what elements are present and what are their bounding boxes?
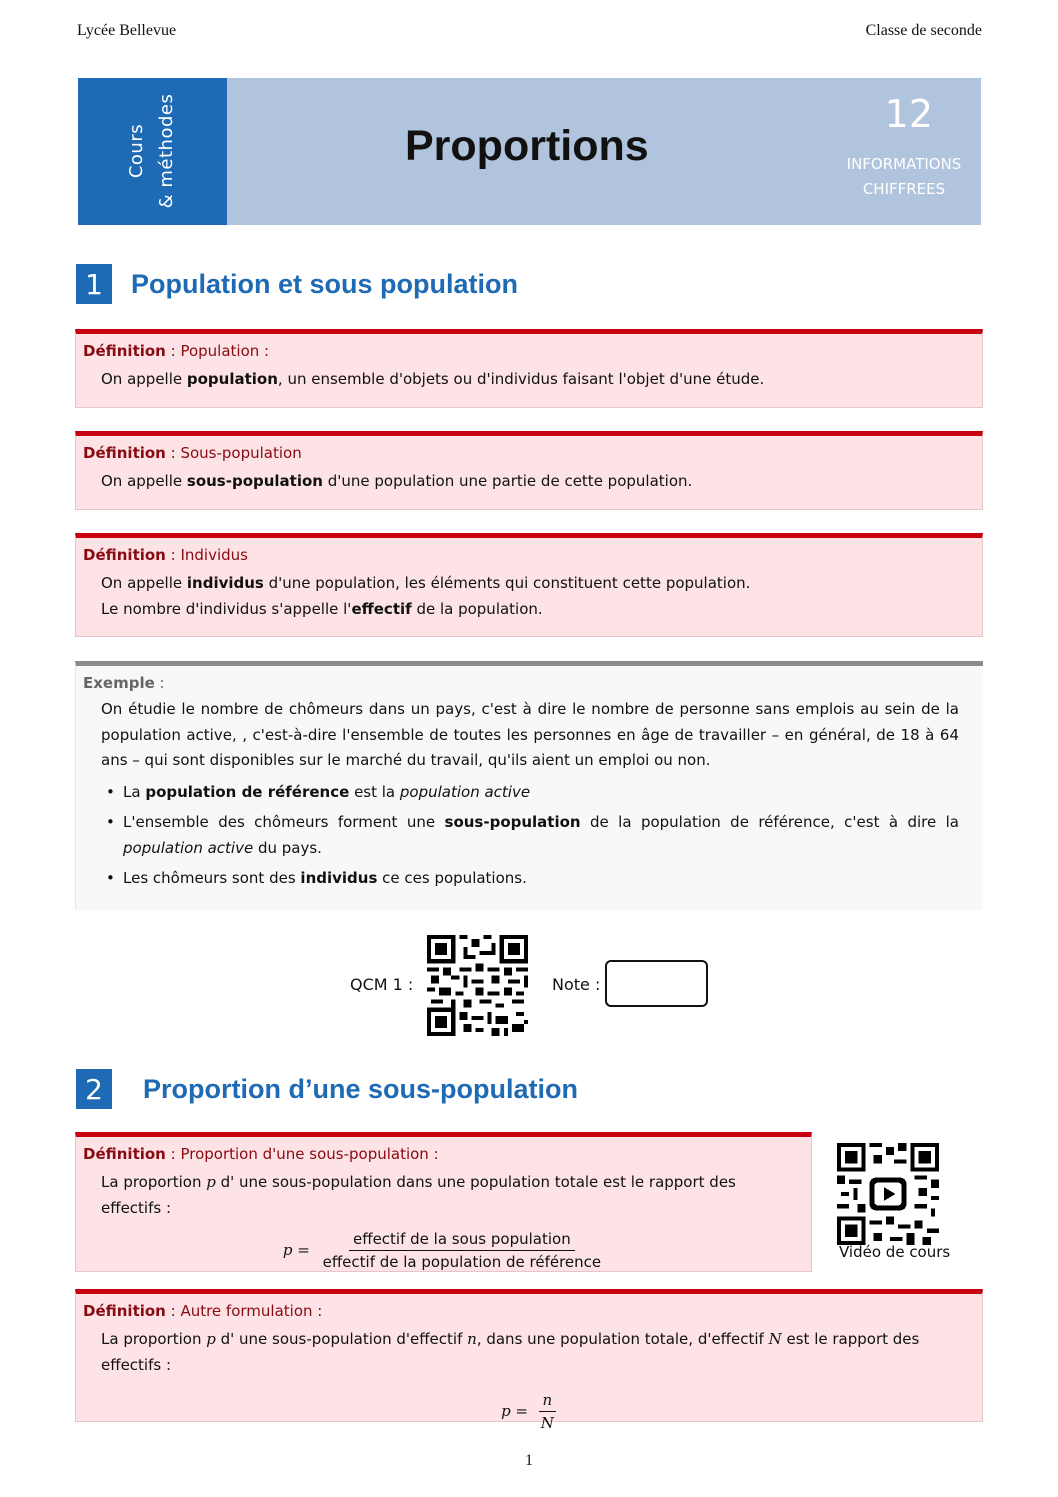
italic-term: population active (123, 838, 254, 857)
section-title: Proportion d’une sous-population (143, 1073, 578, 1104)
text: ce ces populations. (377, 868, 527, 887)
video-qr-code-icon[interactable] (837, 1143, 939, 1245)
definition-title: : Individus (165, 546, 248, 564)
text: Les chômeurs sont des (123, 868, 301, 887)
definition-title: : Autre formulation : (165, 1302, 323, 1320)
definition-title: : Sous-population (165, 444, 302, 462)
text: La proportion (101, 1330, 207, 1348)
bold-term: individus (186, 574, 264, 592)
example-title: : (154, 674, 165, 692)
section-heading-1 (76, 264, 518, 304)
school-name: Lycée Bellevue (77, 22, 177, 39)
text: d' une sous-population dans une population totale est le rapport des effectifs : (101, 1173, 736, 1217)
text: est le rapport des effectifs : (101, 1330, 920, 1374)
fraction-numerator: effectif de la sous population (349, 1229, 575, 1251)
text: On appelle (101, 472, 187, 490)
bold-term: sous-population (444, 812, 581, 831)
math-variable: n (467, 1330, 477, 1348)
italic-term: population active (399, 782, 531, 801)
definition-line (101, 570, 958, 596)
fraction-denominator: N (540, 1414, 554, 1432)
list-item (101, 779, 959, 805)
list-item (101, 809, 959, 861)
title-banner (78, 78, 981, 225)
definition-title: : Proportion d'une sous-population : (165, 1145, 439, 1163)
chapter-number: 12 (884, 92, 933, 136)
definition-keyword: Définition (83, 342, 166, 360)
section-title: Population et sous population (131, 268, 518, 299)
fraction-numerator: n (539, 1390, 557, 1412)
definition-keyword: Définition (83, 1302, 166, 1320)
formula-lhs: p = (501, 1402, 529, 1420)
definition-body (76, 464, 982, 494)
section-number: 2 (76, 1069, 112, 1109)
text: L'ensemble des chômeurs forment une (123, 812, 445, 831)
class-name: Classe de seconde (865, 22, 982, 39)
text: On appelle (101, 370, 187, 388)
definition-title: : Population : (165, 342, 270, 360)
definition-body (76, 1322, 982, 1433)
definition-line (101, 1169, 787, 1221)
text: d'une population une partie de cette population. (322, 472, 693, 490)
list-item (101, 865, 959, 891)
definition-keyword: Définition (83, 1145, 166, 1163)
definition-body (76, 362, 982, 392)
fraction (319, 1229, 606, 1272)
definition-keyword: Définition (83, 444, 166, 462)
note-label: Note : (552, 975, 601, 994)
text: de la population de référence, c'est à dire la (580, 812, 959, 831)
section-heading-2 (76, 1069, 578, 1109)
text: du pays. (253, 838, 322, 857)
math-variable: N (768, 1330, 782, 1348)
text: , un ensemble d'objets ou d'individus faisant l'objet d'une étude. (277, 370, 765, 388)
chapter-name-line2: CHIFFREES (862, 180, 946, 198)
chapter-name-line1: INFORMATIONS (846, 155, 962, 173)
page-number: 1 (525, 1452, 533, 1469)
definition-box-sous-population (75, 431, 983, 510)
formula (101, 1390, 958, 1433)
banner-tag-line2: & méthodes (156, 93, 177, 209)
bold-term: individus (300, 868, 378, 887)
definition-line (101, 1326, 958, 1378)
text: La (123, 782, 146, 801)
bold-term: population de référence (145, 782, 350, 801)
text: d'une population, les éléments qui constituent cette population. (263, 574, 751, 592)
fraction (537, 1390, 558, 1433)
math-variable: p (206, 1173, 216, 1191)
text: d' une sous-population d'effectif (215, 1330, 468, 1348)
section-number: 1 (76, 264, 112, 304)
bold-term: population (186, 370, 278, 388)
definition-body (76, 1165, 811, 1272)
math-variable: p (206, 1330, 216, 1348)
formula-lhs: p = (282, 1241, 310, 1259)
qcm-label: QCM 1 : (350, 975, 414, 994)
definition-box-individus (75, 533, 983, 637)
chapter-name (839, 152, 969, 202)
definition-header (76, 334, 982, 362)
example-bullet-list (101, 779, 959, 891)
definition-box-population (75, 329, 983, 408)
definition-box-autre-formulation (75, 1289, 983, 1432)
text: , dans une population totale, d'effectif (476, 1330, 769, 1348)
page-title: Proportions (405, 122, 649, 170)
example-body (76, 694, 983, 891)
fraction-denominator: effectif de la population de référence (322, 1253, 602, 1271)
example-keyword: Exemple (83, 674, 155, 692)
definition-header (76, 538, 982, 566)
bold-term: effectif (351, 600, 412, 618)
definition-box-proportion (75, 1132, 812, 1272)
formula (101, 1229, 787, 1272)
example-header (76, 666, 983, 694)
banner-tag-line1: Cours (126, 123, 147, 179)
example-paragraph: On étudie le nombre de chômeurs dans un pays, c'est à dire le nombre de personne sans emplois au sein de la population active, , c'est-à-dire l'ensemble de toutes les personnes en âge de travailler – en général, de 18 à 64 ans – qui sont disponibles sur le marché du travail, qu'ils aient un emploi ou non. (101, 700, 959, 769)
example-box (75, 661, 983, 910)
definition-header (76, 436, 982, 464)
bold-term: sous-population (186, 472, 323, 490)
definition-keyword: Définition (83, 546, 166, 564)
text: La proportion (101, 1173, 207, 1191)
definition-body (76, 566, 982, 622)
definition-line (101, 596, 958, 622)
qr-code-icon[interactable] (427, 935, 528, 1036)
text: est la (349, 782, 400, 801)
note-input[interactable] (605, 960, 708, 1007)
text: On appelle (101, 574, 187, 592)
definition-header (76, 1137, 811, 1165)
definition-header (76, 1294, 982, 1322)
text: de la population. (411, 600, 543, 618)
video-label[interactable]: Vidéo de cours (839, 1243, 951, 1261)
banner-tag (78, 78, 227, 225)
banner-tag-text (122, 94, 182, 209)
text: Le nombre d'individus s'appelle l' (101, 600, 352, 618)
